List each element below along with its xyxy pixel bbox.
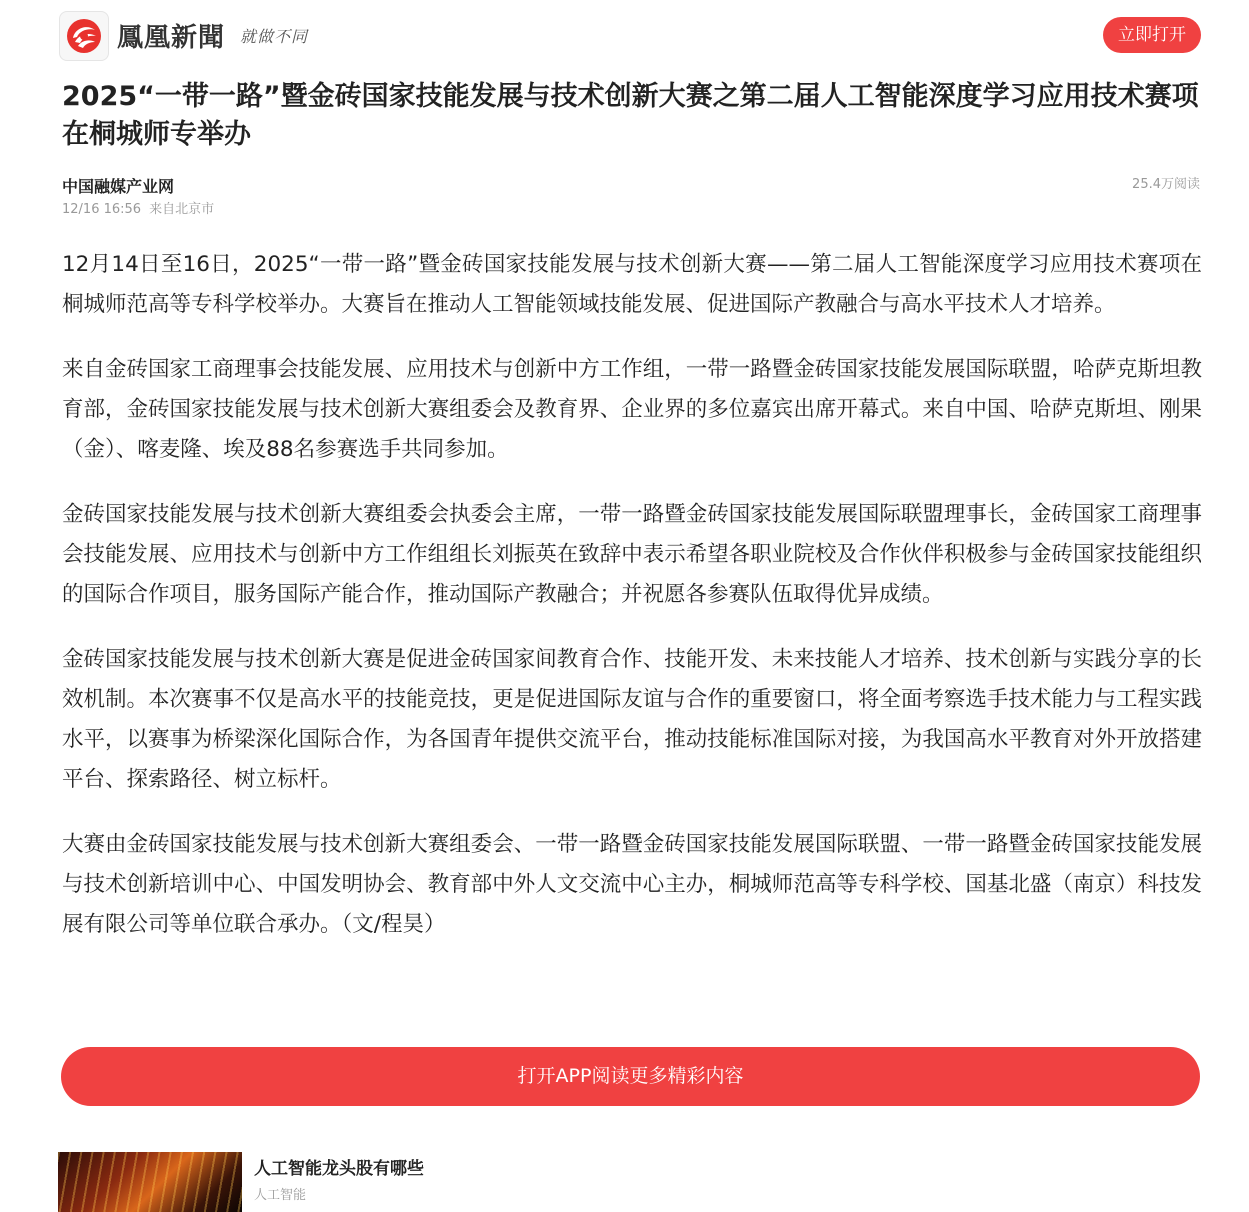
phoenix-logo-icon[interactable]: [59, 11, 109, 61]
article-author[interactable]: 中国融媒产业网: [62, 177, 175, 196]
article-paragraph: 来自金砖国家工商理事会技能发展、应用技术与创新中方工作组，一带一路暨金砖国家技能发展国际联盟，哈萨克斯坦教育部，金砖国家技能发展与技术创新大赛组委会及教育界、企业界的多位嘉宾出席开幕式。来自中国、哈萨克斯坦、刚果（金）、喀麦隆、埃及88名参赛选手共同参加。: [62, 357, 1202, 462]
brand-name: 鳳凰新聞: [117, 23, 226, 53]
article-location: 来自北京市: [149, 202, 215, 217]
article-date: 12/16 16:56: [62, 202, 142, 217]
related-article-source: 人工智能: [254, 1188, 307, 1203]
article-paragraph: 12月14日至16日，2025“一带一路”暨金砖国家技能发展与技术创新大赛——第二届人工智能深度学习应用技术赛项在桐城师范高等专科学校举办。大赛旨在推动人工智能领域技能发展、促进国际产教融合与高水平技术人才培养。: [62, 252, 1202, 317]
article-title: 2025“一带一路”暨金砖国家技能发展与技术创新大赛之第二届人工智能深度学习应用技术赛项在桐城师专举办: [62, 81, 1199, 150]
article-meta: [62, 198, 214, 217]
open-app-read-more-button[interactable]: 打开APP阅读更多精彩内容: [61, 1047, 1200, 1106]
open-app-button[interactable]: 立即打开: [1103, 17, 1201, 53]
read-count: 25.4万阅读: [1132, 177, 1200, 192]
article-paragraph: 大赛由金砖国家技能发展与技术创新大赛组委会、一带一路暨金砖国家技能发展国际联盟、一带一路暨金砖国家技能发展与技术创新培训中心、中国发明协会、教育部中外人文交流中心主办，桐城师范高等专科学校、国基北盛（南京）科技发展有限公司等单位联合承办。（文/程昊）: [62, 832, 1202, 937]
article-body: [62, 245, 1202, 970]
brand-slogan: 就做不同: [240, 27, 309, 46]
article-paragraph: 金砖国家技能发展与技术创新大赛组委会执委会主席，一带一路暨金砖国家技能发展国际联盟理事长，金砖国家工商理事会技能发展、应用技术与创新中方工作组组长刘振英在致辞中表示希望各职业院校及合作伙伴积极参与金砖国家技能组织的国际合作项目，服务国际产能合作，推动国际产教融合；并祝愿各参赛队伍取得优异成绩。: [62, 502, 1202, 607]
related-article-title[interactable]: 人工智能龙头股有哪些: [254, 1159, 424, 1179]
article-paragraph: 金砖国家技能发展与技术创新大赛是促进金砖国家间教育合作、技能开发、未来技能人才培养、技术创新与实践分享的长效机制。本次赛事不仅是高水平的技能竞技，更是促进国际友谊与合作的重要窗口，将全面考察选手技术能力与工程实践水平，以赛事为桥梁深化国际合作，为各国青年提供交流平台，推动技能标准国际对接，为我国高水平教育对外开放搭建平台、探索路径、树立标杆。: [62, 647, 1202, 792]
related-thumbnail[interactable]: [58, 1152, 242, 1212]
top-bar: [0, 0, 1249, 70]
